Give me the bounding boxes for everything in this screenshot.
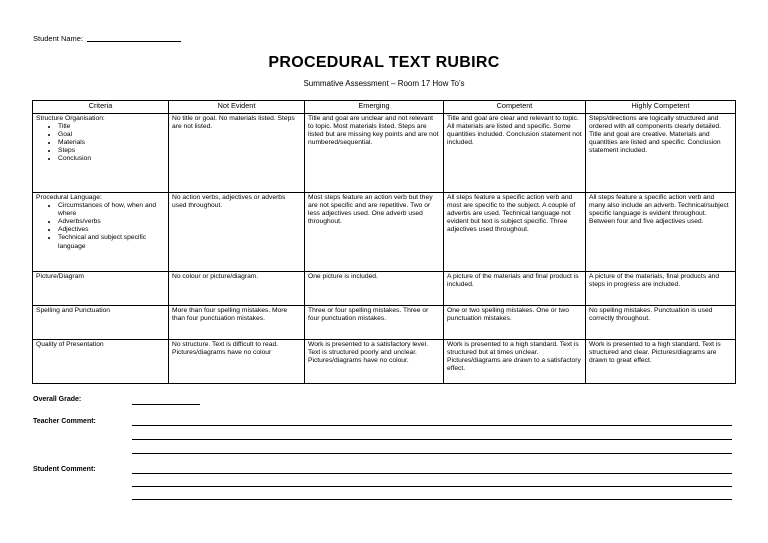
criteria-bullet: • Circumstances of how, when and where: [58, 202, 165, 218]
student-comment-label: Student Comment:: [33, 466, 96, 473]
page-subtitle: Summative Assessment – Room 17 How To’s: [303, 79, 465, 88]
not-evident-cell: No action verbs, adjectives or adverbs used throughout.: [169, 193, 305, 272]
criteria-cell: Picture/Diagram: [33, 272, 169, 306]
criteria-bullet: • Conclusion: [58, 155, 165, 163]
not-evident-cell: No title or goal. No materials listed. Steps are not listed.: [169, 114, 305, 193]
highly-competent-cell: All steps feature a specific action verb and many also include an adverb. Technical/subject specific language is evident throughout. Between four and five adjectives used.: [586, 193, 736, 272]
table-row: [33, 272, 736, 306]
table-row: [33, 193, 736, 272]
criteria-bullet: • Technical and subject specific language: [58, 234, 165, 250]
criteria-bullet: • Adverbs/verbs: [58, 218, 165, 226]
competent-cell: A picture of the materials and final product is included.: [444, 272, 586, 306]
competent-cell: Title and goal are clear and relevant to topic. All materials are listed and specific. Some quantities included. Conclusion statement not included.: [444, 114, 586, 193]
column-header-competent: Competent: [444, 101, 586, 114]
student-name-blank[interactable]: [87, 41, 181, 42]
criteria-cell: Spelling and Punctuation: [33, 306, 169, 340]
overall-grade-blank[interactable]: [132, 404, 200, 405]
table-row: [33, 340, 736, 384]
criteria-cell: [33, 114, 169, 193]
rubric-table: [32, 100, 736, 384]
emerging-cell: One picture is included.: [305, 272, 444, 306]
teacher-comment-line[interactable]: [132, 425, 732, 426]
student-name-field: [33, 34, 181, 43]
column-header-criteria: Criteria: [33, 101, 169, 114]
competent-cell: One or two spelling mistakes. One or two punctuation mistakes.: [444, 306, 586, 340]
overall-grade-label: Overall Grade:: [33, 396, 82, 403]
highly-competent-cell: Work is presented to a high standard. Text is structured and clear. Pictures/diagrams are drawn to great effect.: [586, 340, 736, 384]
emerging-cell: Three or four spelling mistakes. Three or four punctuation mistakes.: [305, 306, 444, 340]
page-title: PROCEDURAL TEXT RUBIRC: [268, 54, 500, 71]
emerging-cell: Most steps feature an action verb but they are not specific and are repetitive. Two or less adjectives used. One adverb used throughout.: [305, 193, 444, 272]
teacher-comment-line[interactable]: [132, 453, 732, 454]
competent-cell: Work is presented to a high standard. Text is structured but at times unclear. Pictures/diagrams are drawn to a satisfactory effect.: [444, 340, 586, 384]
criteria-title: Procedural Language:: [36, 194, 102, 201]
criteria-bullet: • Title: [58, 123, 165, 131]
criteria-cell: [33, 193, 169, 272]
student-comment-line[interactable]: [132, 486, 732, 487]
criteria-bullet: • Steps: [58, 147, 165, 155]
student-comment-line[interactable]: [132, 473, 732, 474]
competent-cell: All steps feature a specific action verb and most are specific to the subject. A couple of adverbs are used. Technical language not evident but text is subject specific. Three adjectives used throughout.: [444, 193, 586, 272]
student-comment-line[interactable]: [132, 499, 732, 500]
not-evident-cell: No colour or picture/diagram.: [169, 272, 305, 306]
criteria-bullet: • Adjectives: [58, 226, 165, 234]
highly-competent-cell: Steps/directions are logically structured and ordered with all components clearly detailed. Title and goal are creative. Materials and quantities are listed and specific. Conclusion statement included.: [586, 114, 736, 193]
not-evident-cell: More than four spelling mistakes. More than four punctuation mistakes.: [169, 306, 305, 340]
criteria-bullet-list: [36, 123, 165, 163]
table-row: [33, 114, 736, 193]
criteria-cell: Quality of Presentation: [33, 340, 169, 384]
table-row: [33, 306, 736, 340]
criteria-bullet: • Goal: [58, 131, 165, 139]
highly-competent-cell: No spelling mistakes. Punctuation is used correctly throughout.: [586, 306, 736, 340]
criteria-bullet: • Materials: [58, 139, 165, 147]
highly-competent-cell: A picture of the materials, final products and steps in progress are included.: [586, 272, 736, 306]
criteria-bullet-list: [36, 202, 165, 251]
not-evident-cell: No structure. Text is difficult to read. Pictures/diagrams have no colour: [169, 340, 305, 384]
emerging-cell: Work is presented to a satisfactory level. Text is structured poorly and unclear. Pictures/diagrams have no colour.: [305, 340, 444, 384]
teacher-comment-label: Teacher Comment:: [33, 418, 96, 425]
emerging-cell: Title and goal are unclear and not relevant to topic. Most materials listed. Steps are listed but are missing key points and are not numbered/sequential.: [305, 114, 444, 193]
teacher-comment-line[interactable]: [132, 439, 732, 440]
student-name-label: Student Name:: [33, 34, 84, 43]
column-header-not-evident: Not Evident: [169, 101, 305, 114]
criteria-title: Structure Organisation:: [36, 115, 105, 122]
column-header-emerging: Emerging: [305, 101, 444, 114]
column-header-highly-competent: Highly Competent: [586, 101, 736, 114]
rubric-header-row: [33, 101, 736, 114]
